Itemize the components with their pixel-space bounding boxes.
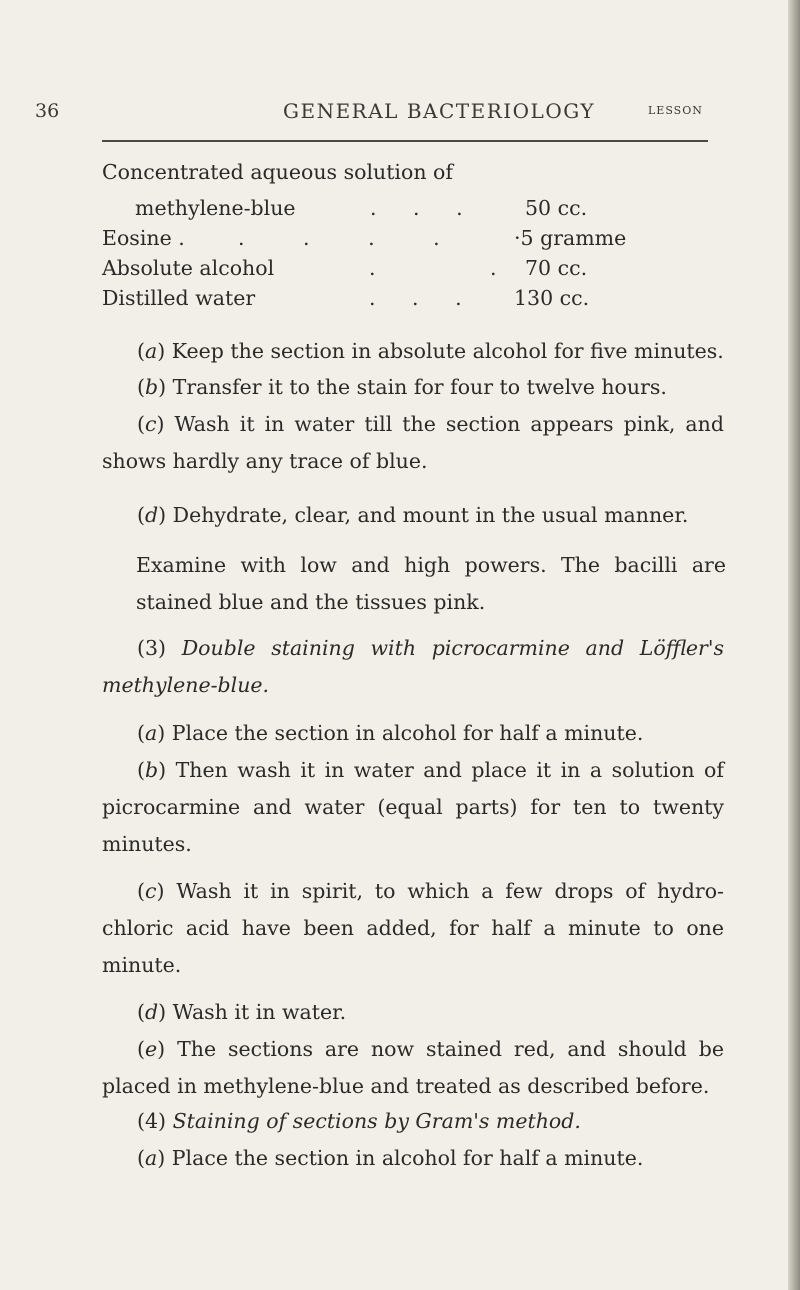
step-item	[102, 752, 724, 863]
step-label: (e)	[137, 1037, 166, 1061]
recipe-item-amount: 130 cc.	[514, 286, 590, 310]
recipe-item-amount: ·5 gramme	[514, 226, 627, 250]
step-text: Wash it in water.	[172, 1000, 347, 1024]
section-number: (3)	[137, 636, 167, 660]
step-text: Then wash it in water and place it in a solution of picrocarmine and water (equal parts) for ten to twenty minutes.	[102, 758, 724, 856]
step-item	[102, 1140, 724, 1177]
running-title: GENERAL BACTERIOLOGY	[283, 99, 596, 123]
step-text: Place the section in alcohol for half a minute.	[171, 721, 644, 745]
step-text: The sections are now stained red, and should be placed in methylene-blue and treated as described before.	[102, 1037, 724, 1098]
step-item	[102, 497, 724, 534]
step-text: Place the section in alcohol for half a minute.	[171, 1146, 644, 1170]
header-rule	[102, 140, 708, 142]
step-label: (a)	[137, 339, 166, 363]
step-label: (a)	[137, 1146, 166, 1170]
running-header-right: LESSON	[648, 104, 703, 117]
step-label: (d)	[137, 1000, 167, 1024]
recipe-item-amount: 50 cc.	[525, 196, 588, 220]
step-label: (b)	[137, 375, 167, 399]
section-heading	[102, 1103, 724, 1140]
step-label: (d)	[137, 503, 167, 527]
step-item	[102, 873, 724, 984]
step-text: Wash it in spirit, to which a few drops of hydro-chloric acid have been added, for half a minute to one minute.	[102, 879, 724, 977]
section-title: Double staining with picrocarmine and Löffler's methylene-blue.	[102, 636, 724, 697]
step-text: Wash it in water till the section appears pink, and shows hardly any trace of blue.	[102, 412, 724, 473]
recipe-title: Concentrated aqueous solution of	[102, 160, 453, 184]
recipe-item-name: Eosine .	[102, 226, 185, 250]
recipe-item-name: Absolute alcohol	[102, 256, 275, 280]
step-text: Keep the section in absolute alcohol for five minutes.	[171, 339, 724, 363]
recipe-item-name: methylene-blue	[135, 196, 296, 220]
step-item	[102, 369, 724, 406]
step-item	[102, 994, 724, 1031]
step-label: (c)	[137, 879, 165, 903]
step-item	[102, 715, 724, 752]
step-item	[102, 333, 724, 370]
recipe-item-dots: . . .	[370, 196, 463, 220]
step-label: (c)	[137, 412, 165, 436]
page-number: 36	[35, 100, 60, 122]
step-text: Dehydrate, clear, and mount in the usual manner.	[172, 503, 689, 527]
recipe-item-amount: 70 cc.	[525, 256, 588, 280]
step-item	[102, 406, 724, 480]
page-edge-shadow	[788, 0, 800, 1290]
running-header	[0, 0, 800, 150]
recipe-item-dots: . .	[369, 256, 497, 280]
recipe-item-dots: . . .	[369, 286, 462, 310]
examine-note: Examine with low and high powers. The bacilli are stained blue and the tissues pink.	[136, 553, 726, 614]
step-item	[102, 1031, 724, 1105]
step-label: (a)	[137, 721, 166, 745]
step-label: (b)	[137, 758, 167, 782]
recipe-item-name: Distilled water	[102, 286, 256, 310]
step-text: Transfer it to the stain for four to twelve hours.	[172, 375, 667, 399]
section-title: Staining of sections by Gram's method.	[172, 1109, 581, 1133]
section-heading	[102, 630, 724, 704]
recipe-item-dots: . . . .	[238, 226, 440, 250]
section-number: (4)	[137, 1109, 167, 1133]
